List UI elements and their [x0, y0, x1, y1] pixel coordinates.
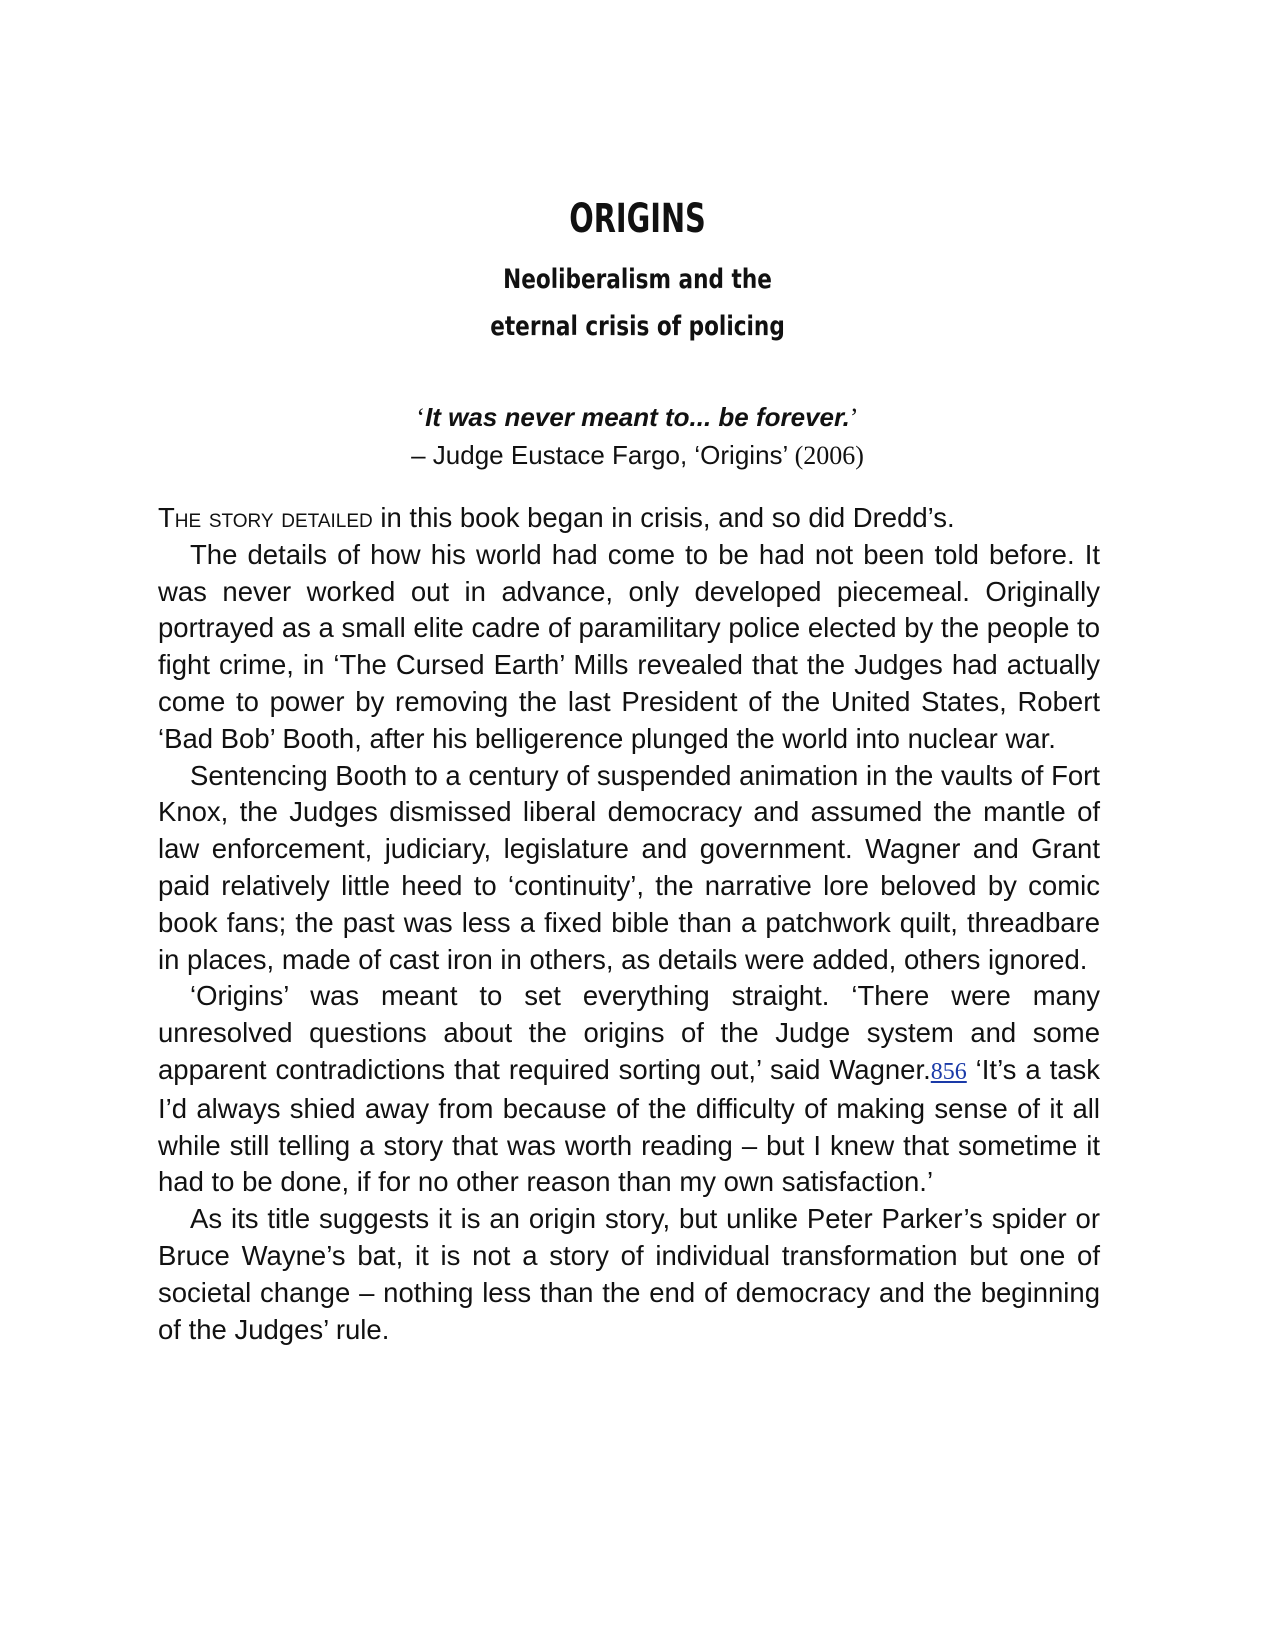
epigraph-quote-text: It was never meant to... be forever. — [425, 402, 850, 432]
paragraph-4-text-after: ‘It’s a task I’d always shied away from because of the difficulty of making sense of it all while still telling a story that was worth reading – but I knew that sometime it had to be done, if for no other reason than my own satisfaction.’ — [158, 1053, 1100, 1198]
epigraph-attribution — [0, 440, 1275, 471]
paragraph-3: Sentencing Booth to a century of suspended animation in the vaults of Fort Knox, the Judges dismissed liberal democracy and assumed the mantle of law enforcement, judiciary, legislature and government. Wagner and Grant paid relatively little heed to ‘continuity’, the narrative lore beloved by comic book fans; the past was less a fixed bible than a patchwork quilt, threadbare in places, made of cast iron in others, as details were added, others ignored. — [158, 759, 1100, 975]
paragraph-1-text: in this book began in crisis, and so did Dredd’s. — [372, 502, 955, 533]
paragraph-1 — [158, 500, 1100, 537]
epigraph-open-quote: ‘ — [416, 403, 426, 432]
chapter-subtitle-line-1: Neoliberalism and the — [503, 264, 772, 295]
epigraph-year: (2006) — [794, 441, 864, 470]
paragraph-4 — [158, 978, 1100, 1201]
chapter-subtitle-line-2: eternal crisis of policing — [490, 311, 785, 342]
footnote-link-856[interactable]: 856 — [930, 1058, 967, 1085]
paragraph-4-text-before: ‘Origins’ was meant to set everything straight. ‘There were many unresolved questions about the origins of the Judge system and some apparent contradictions that required sorting out,’ said Wagner. — [158, 980, 1100, 1085]
chapter-title: ORIGINS — [569, 196, 706, 242]
paragraph-5: As its title suggests it is an origin story, but unlike Peter Parker’s spider or Bruce Wayne’s bat, it is not a story of individual transformation but one of societal change – nothing less than the end of democracy and the beginning of the Judges’ rule. — [158, 1203, 1100, 1345]
paragraph-1-lead: The story detailed — [158, 502, 373, 533]
epigraph-attribution-text: – Judge Eustace Fargo, ‘Origins’ — [411, 440, 795, 470]
body-text — [158, 500, 1100, 1348]
epigraph-quote — [0, 402, 1275, 433]
epigraph-close-quote: ’ — [849, 403, 859, 432]
paragraph-2: The details of how his world had come to be had not been told before. It was never worked out in advance, only developed piecemeal. Originally portrayed as a small elite cadre of paramilitary police elected by the people to fight crime, in ‘The Cursed Earth’ Mills revealed that the Judges had actually come to power by removing the last President of the United States, Robert ‘Bad Bob’ Booth, after his belligerence plunged the world into nuclear war. — [158, 538, 1100, 754]
